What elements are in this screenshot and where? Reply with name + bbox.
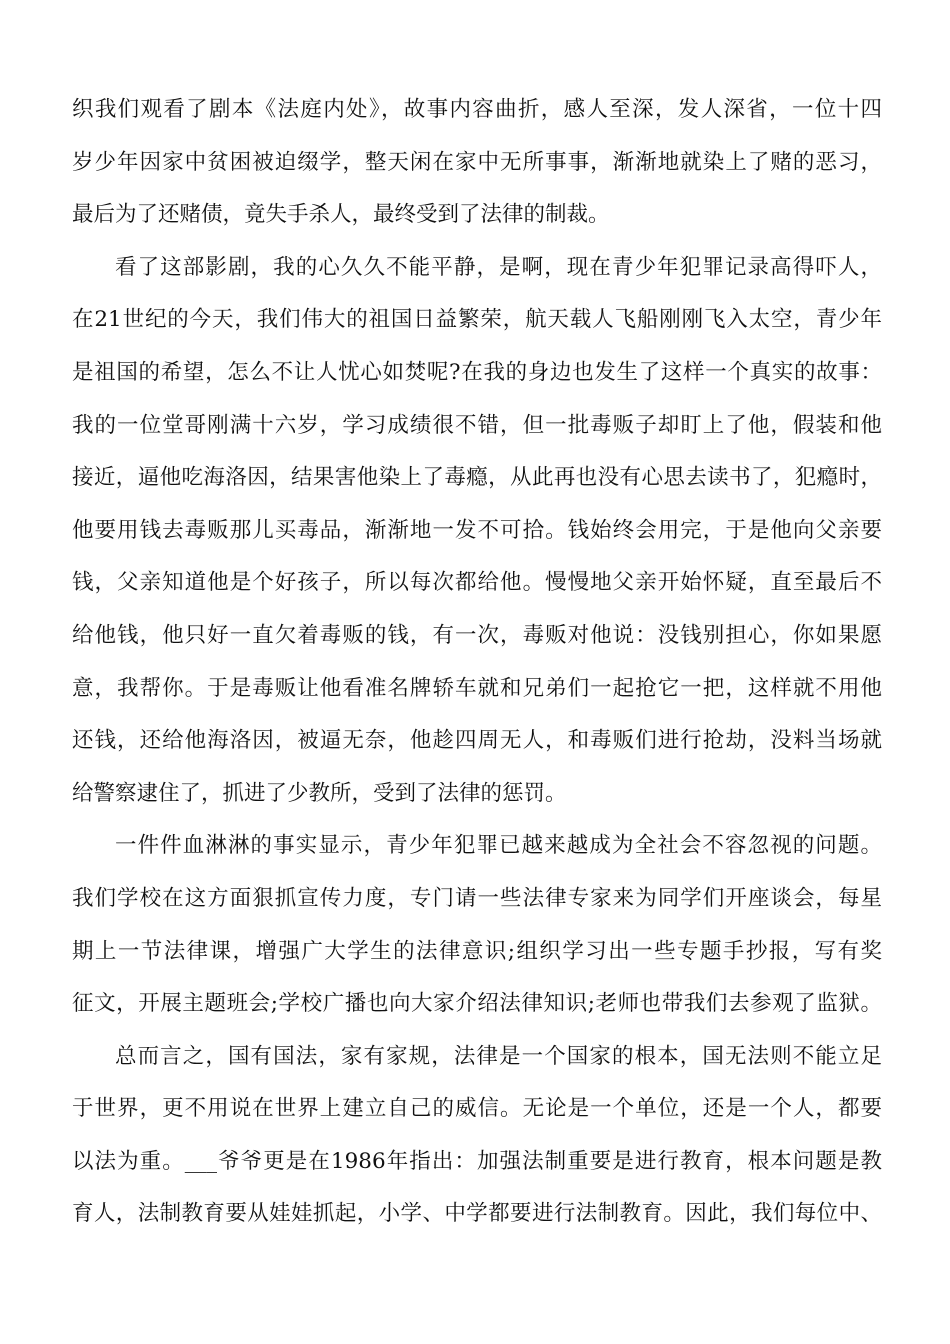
document-body [72, 84, 882, 1241]
paragraph-4 [72, 1031, 882, 1241]
text-line: 总而言之，国有国法，家有家规，法律是一个国家的根本，国无法则不能立足 [115, 1043, 882, 1069]
text-line: 征文，开展主题班会;学校广播也向大家介绍法律知识;老师也带我们去参观了监狱。 [72, 991, 882, 1017]
text-line: 我们学校在这方面狠抓宣传力度，专门请一些法律专家来为同学们开座谈会，每星 [72, 885, 882, 911]
text-line: 给警察逮住了，抓进了少教所，受到了法律的惩罚。 [72, 780, 567, 806]
text-line: 织我们观看了剧本《法庭内处》，故事内容曲折，感人至深，发人深省，一位十四 [72, 97, 882, 122]
text-line: 在21世纪的今天，我们伟大的祖国日益繁荣，航天载人飞船刚刚飞入太空，青少年 [72, 307, 882, 333]
text-line: 他要用钱去毒贩那儿买毒品，渐渐地一发不可拾。钱始终会用完，于是他向父亲要 [72, 517, 882, 543]
text-line: 以法为重。___爷爷更是在1986年指出：加强法制重要是进行教育，根本问题是教 [72, 1148, 882, 1174]
text-line: 期上一节法律课，增强广大学生的法律意识;组织学习出一些专题手抄报，写有奖 [72, 938, 882, 964]
text-line: 意，我帮你。于是毒贩让他看准名牌轿车就和兄弟们一起抢它一把，这样就不用他 [72, 675, 882, 701]
text-line: 育人，法制教育要从娃娃抓起，小学、中学都要进行法制教育。因此，我们每位中、 [72, 1201, 882, 1227]
text-line: 是祖国的希望，怎么不让人忧心如焚呢?在我的身边也发生了这样一个真实的故事： [72, 359, 882, 385]
text-line: 还钱，还给他海洛因，被逼无奈，他趁四周无人，和毒贩们进行抢劫，没料当场就 [72, 728, 882, 754]
text-line: 给他钱，他只好一直欠着毒贩的钱，有一次，毒贩对他说：没钱别担心，你如果愿 [72, 622, 882, 648]
text-line: 最后为了还赌债，竟失手杀人，最终受到了法律的制裁。 [72, 202, 610, 228]
text-line: 接近，逼他吃海洛因，结果害他染上了毒瘾，从此再也没有心思去读书了，犯瘾时， [72, 465, 882, 491]
text-line: 一件件血淋淋的事实显示，青少年犯罪已越来越成为全社会不容忽视的问题。 [115, 833, 882, 859]
paragraph-2 [72, 242, 882, 821]
text-line: 岁少年因家中贫困被迫缀学，整天闲在家中无所事事，渐渐地就染上了赌的恶习， [72, 149, 882, 175]
text-line: 我的一位堂哥刚满十六岁，学习成绩很不错，但一批毒贩子却盯上了他，假装和他 [72, 412, 882, 438]
paragraph-1 [72, 84, 882, 242]
text-line: 钱，父亲知道他是个好孩子，所以每次都给他。慢慢地父亲开始怀疑，直至最后不 [72, 570, 882, 596]
paragraph-3 [72, 820, 882, 1030]
text-line: 于世界，更不用说在世界上建立自己的威信。无论是一个单位，还是一个人，都要 [72, 1096, 882, 1122]
text-line: 看了这部影剧，我的心久久不能平静，是啊，现在青少年犯罪记录高得吓人， [115, 254, 882, 280]
